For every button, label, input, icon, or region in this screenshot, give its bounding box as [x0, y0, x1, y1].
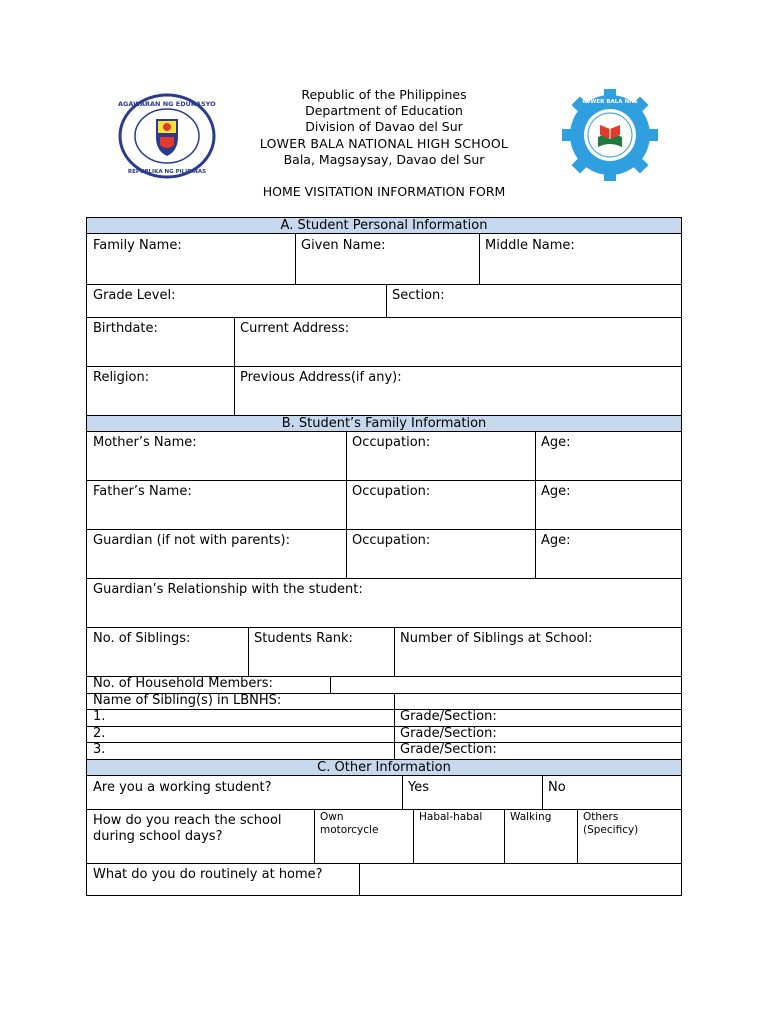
own-motorcycle-line-2: motorcycle — [320, 824, 379, 836]
mother-name-field[interactable]: Mother’s Name: — [93, 435, 197, 450]
no-of-siblings-field[interactable]: No. of Siblings: — [93, 631, 191, 646]
sibling-3-grade-section-field[interactable]: Grade/Section: — [400, 742, 497, 757]
students-rank-field[interactable]: Students Rank: — [254, 631, 353, 646]
others-line-1: Others — [583, 811, 619, 823]
header-department: Department of Education — [305, 103, 463, 118]
habal-habal-option[interactable]: Habal-habal — [419, 811, 483, 823]
section-field[interactable]: Section: — [392, 288, 445, 303]
household-members-label: No. of Household Members: — [93, 676, 273, 691]
working-student-no-option[interactable]: No — [548, 780, 566, 795]
header-address: Bala, Magsaysay, Davao del Sur — [283, 152, 485, 167]
sibling-2-grade-section-field[interactable]: Grade/Section: — [400, 726, 497, 741]
sibling-2-name-field[interactable]: 2. — [93, 726, 106, 741]
sibling-3-name-field[interactable]: 3. — [93, 742, 106, 757]
household-members-input[interactable] — [330, 676, 681, 693]
reach-school-line-1: How do you reach the school — [93, 813, 282, 828]
father-name-field[interactable]: Father’s Name: — [93, 484, 192, 499]
school-gear-logo-icon — [560, 87, 660, 183]
previous-address-field[interactable]: Previous Address(if any): — [240, 370, 402, 385]
siblings-at-school-field[interactable]: Number of Siblings at School: — [400, 631, 593, 646]
given-name-field[interactable]: Given Name: — [301, 238, 386, 253]
siblings-lbnhs-label: Name of Sibling(s) in LBNHS: — [93, 693, 282, 708]
guardian-field[interactable]: Guardian (if not with parents): — [93, 533, 290, 548]
mother-age-field[interactable]: Age: — [541, 435, 571, 450]
walking-option[interactable]: Walking — [510, 811, 552, 823]
father-occupation-field[interactable]: Occupation: — [352, 484, 431, 499]
form-title: HOME VISITATION INFORMATION FORM — [262, 184, 506, 199]
home-visitation-form — [86, 217, 682, 896]
current-address-field[interactable]: Current Address: — [240, 321, 350, 336]
section-b-header: B. Student’s Family Information — [87, 416, 681, 432]
reach-school-label — [87, 809, 314, 863]
religion-field[interactable]: Religion: — [93, 370, 150, 385]
svg-text:LOWER BALA NHS: LOWER BALA NHS — [582, 99, 638, 105]
others-option[interactable] — [577, 809, 681, 863]
working-student-label: Are you a working student? — [93, 780, 272, 795]
section-c-header: C. Other Information — [87, 760, 681, 776]
father-age-field[interactable]: Age: — [541, 484, 571, 499]
routine-label: What do you do routinely at home? — [93, 867, 323, 882]
working-student-yes-option[interactable]: Yes — [408, 780, 429, 795]
sibling-1-grade-section-field[interactable]: Grade/Section: — [400, 709, 497, 724]
own-motorcycle-line-1: Own — [320, 811, 344, 823]
header-school-name: LOWER BALA NATIONAL HIGH SCHOOL — [259, 136, 509, 151]
sibling-1-name-field[interactable]: 1. — [93, 709, 106, 724]
middle-name-field[interactable]: Middle Name: — [485, 238, 575, 253]
deped-seal-icon — [118, 93, 216, 179]
birthdate-field[interactable]: Birthdate: — [93, 321, 158, 336]
mother-occupation-field[interactable]: Occupation: — [352, 435, 431, 450]
guardian-relationship-field[interactable]: Guardian’s Relationship with the student: — [93, 582, 363, 597]
family-name-field[interactable]: Family Name: — [93, 238, 182, 253]
guardian-occupation-field[interactable]: Occupation: — [352, 533, 431, 548]
others-line-2: (Specificy) — [583, 824, 639, 836]
routine-input[interactable] — [359, 863, 681, 895]
svg-text:REPUBLIKA NG PILIPINAS: REPUBLIKA NG PILIPINAS — [127, 169, 207, 175]
grade-level-field[interactable]: Grade Level: — [93, 288, 176, 303]
own-motorcycle-option[interactable] — [314, 809, 413, 863]
svg-text:KAGAWARAN NG EDUKASYON: KAGAWARAN NG EDUKASYON — [118, 100, 216, 108]
header-division: Division of Davao del Sur — [305, 119, 463, 134]
reach-school-line-2: during school days? — [93, 829, 223, 844]
header-republic: Republic of the Philippines — [301, 87, 467, 102]
section-a-header: A. Student Personal Information — [87, 218, 681, 234]
guardian-age-field[interactable]: Age: — [541, 533, 571, 548]
